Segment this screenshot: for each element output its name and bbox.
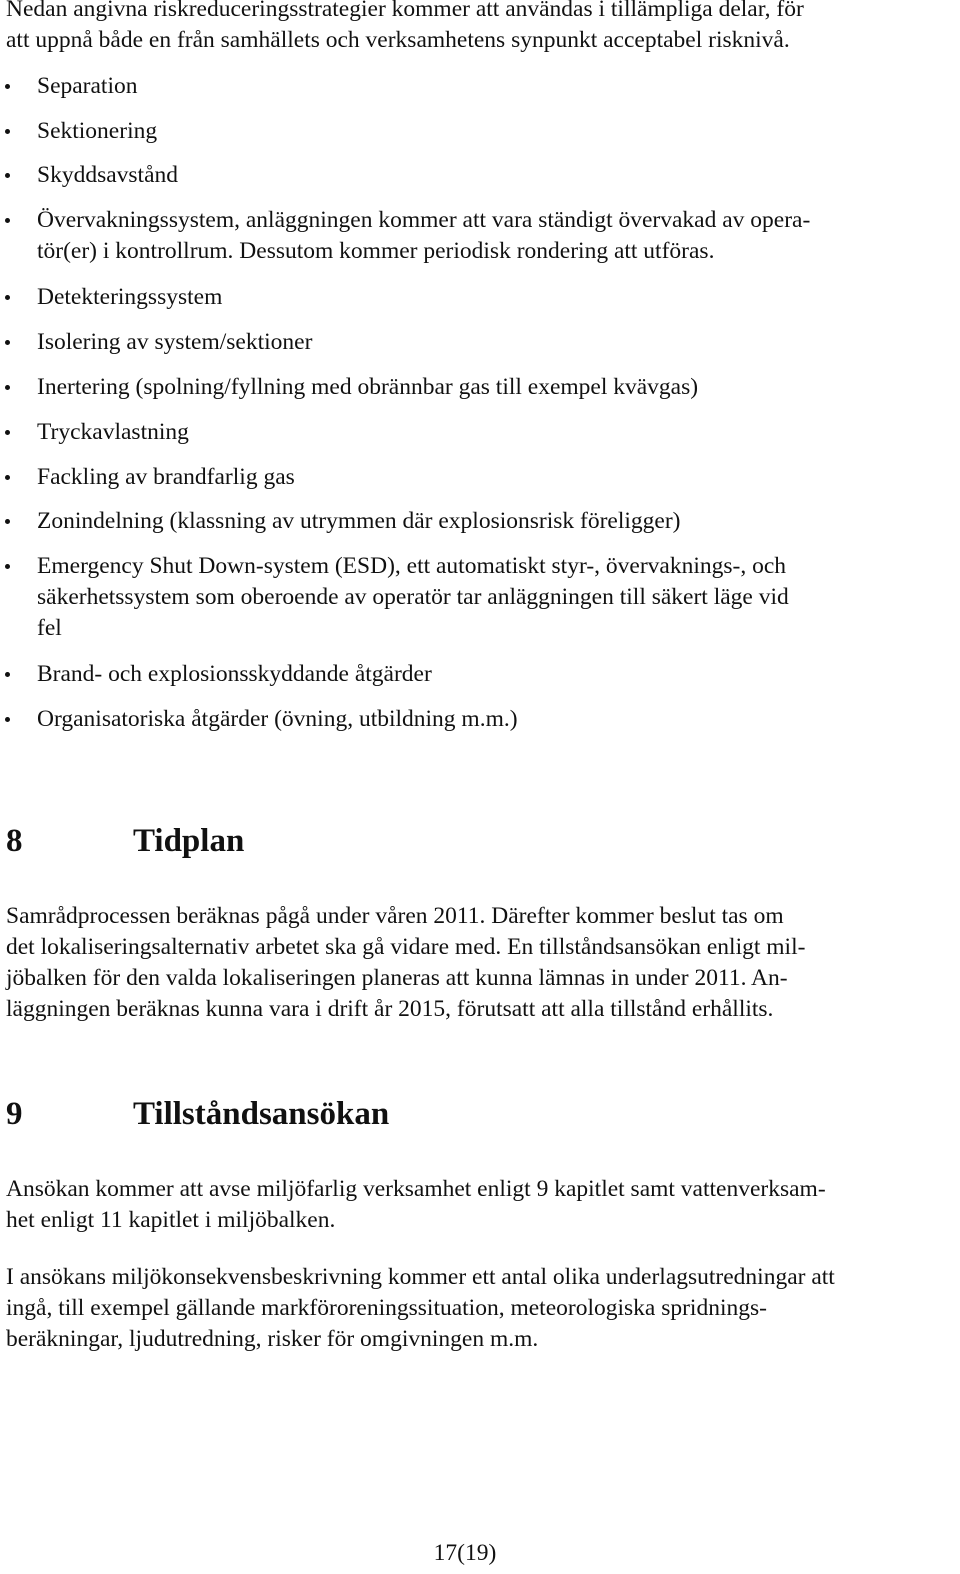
text-line: läggningen beräknas kunna vara i drift år 2015, förutsatt att alla tillstånd erhållits. bbox=[6, 996, 774, 1022]
bullet-icon bbox=[5, 385, 10, 390]
list-item-text: Separation bbox=[37, 73, 138, 99]
text-line: ingå, till exempel gällande markföroreningssituation, meteorologiska spridnings- bbox=[6, 1295, 767, 1321]
bullet-icon bbox=[5, 430, 10, 435]
bullet-icon bbox=[5, 717, 10, 722]
text-line: beräkningar, ljudutredning, risker för omgivningen m.m. bbox=[6, 1326, 539, 1352]
ansokan-paragraph bbox=[6, 1174, 956, 1236]
section-title: Tidplan bbox=[133, 823, 245, 859]
text-line: att uppnå både en från samhällets och verksamhetens synpunkt acceptabel risknivå. bbox=[6, 27, 790, 53]
bullet-icon bbox=[5, 340, 10, 345]
list-item-text: Detekteringssystem bbox=[37, 284, 223, 310]
list-item-text: Övervakningssystem, anläggningen kommer att vara ständigt övervakad av opera- tör(er) i kontrollrum. Dessutom kommer periodisk rondering att utföras. bbox=[37, 207, 811, 264]
list-item-text: Sektionering bbox=[37, 118, 158, 144]
list-item-text: Brand- och explosionsskyddande åtgärder bbox=[37, 661, 432, 687]
page-number: 17(19) bbox=[433, 1540, 497, 1566]
bullet-icon bbox=[5, 672, 10, 677]
list-item-text: Isolering av system/sektioner bbox=[37, 329, 313, 355]
text-line: I ansökans miljökonsekvensbeskrivning kommer ett antal olika underlagsutredningar att bbox=[6, 1264, 835, 1290]
section-title: Tillståndsansökan bbox=[133, 1096, 390, 1132]
bullet-icon bbox=[5, 84, 10, 89]
bullet-icon bbox=[5, 519, 10, 524]
tidplan-paragraph bbox=[6, 901, 956, 1025]
text-line: Nedan angivna riskreduceringsstrategier kommer att användas i tillämpliga delar, för bbox=[6, 0, 804, 22]
text-line: det lokaliseringsalternativ arbetet ska gå vidare med. En tillståndsansökan enligt mil- bbox=[6, 934, 806, 960]
bullet-icon bbox=[5, 129, 10, 134]
list-item-text: Skyddsavstånd bbox=[37, 162, 178, 188]
intro-paragraph bbox=[6, 0, 956, 56]
text-line: Ansökan kommer att avse miljöfarlig verksamhet enligt 9 kapitlet samt vattenverksam- bbox=[6, 1176, 826, 1202]
text-line: jöbalken för den valda lokaliseringen planeras att kunna lämnas in under 2011. An- bbox=[6, 965, 788, 991]
list-item-text: Organisatoriska åtgärder (övning, utbildning m.m.) bbox=[37, 706, 518, 732]
text-line: Samrådprocessen beräknas pågå under våren 2011. Därefter kommer beslut tas om bbox=[6, 903, 784, 929]
text-line: het enligt 11 kapitlet i miljöbalken. bbox=[6, 1207, 336, 1233]
mkb-paragraph bbox=[6, 1262, 956, 1355]
section-number: 9 bbox=[6, 1096, 23, 1132]
bullet-icon bbox=[5, 475, 10, 480]
bullet-icon bbox=[5, 295, 10, 300]
bullet-icon bbox=[5, 173, 10, 178]
list-item-text: Zonindelning (klassning av utrymmen där explosionsrisk föreligger) bbox=[37, 508, 681, 534]
list-item-text: Inertering (spolning/fyllning med obrännbar gas till exempel kvävgas) bbox=[37, 374, 699, 400]
bullet-icon bbox=[5, 564, 10, 569]
list-item-text: Tryckavlastning bbox=[37, 419, 189, 445]
list-item-text: Fackling av brandfarlig gas bbox=[37, 464, 295, 490]
bullet-icon bbox=[5, 218, 10, 223]
section-number: 8 bbox=[6, 823, 23, 859]
list-item-text: Emergency Shut Down-system (ESD), ett automatiskt styr-, övervaknings-, och säkerhetssystem som oberoende av operatör tar anläggningen till säkert läge vid fel bbox=[37, 553, 789, 641]
